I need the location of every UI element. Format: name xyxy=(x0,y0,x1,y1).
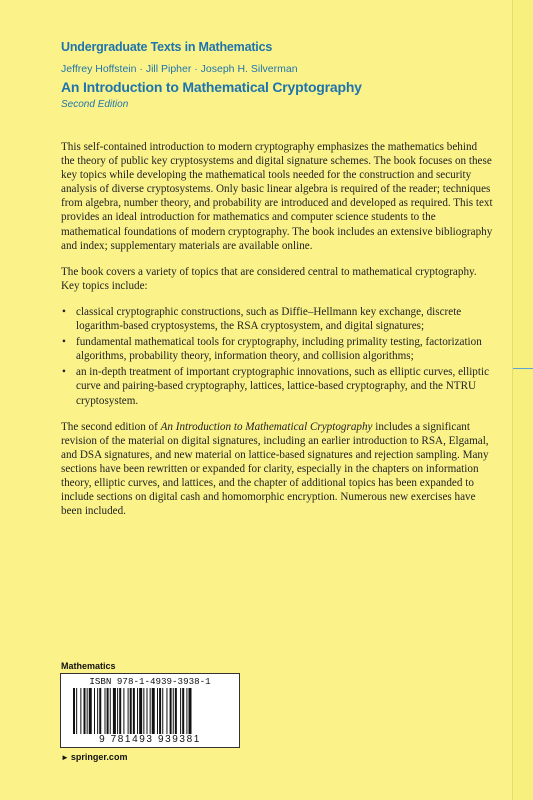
barcode-bars xyxy=(73,688,227,734)
barcode-bar xyxy=(186,688,187,734)
key-topics-list xyxy=(61,305,493,408)
barcode-bar xyxy=(147,688,148,734)
barcode-bar xyxy=(110,688,111,734)
barcode-bar xyxy=(73,688,75,734)
series-name: Undergraduate Texts in Mathematics xyxy=(61,40,273,54)
barcode-bar xyxy=(162,688,163,734)
barcode-bar xyxy=(117,688,118,734)
barcode-bar xyxy=(123,688,124,734)
barcode-bar xyxy=(143,688,144,734)
barcode-bar xyxy=(76,688,77,734)
barcode-bar xyxy=(133,688,135,734)
spine-edge xyxy=(512,0,533,800)
barcode-bar xyxy=(152,688,155,734)
book-title: An Introduction to Mathematical Cryptography xyxy=(61,79,362,95)
barcode-bar xyxy=(119,688,121,734)
barcode-bar xyxy=(159,688,161,734)
arrow-right-icon: ► xyxy=(61,753,69,762)
subject-category: Mathematics xyxy=(61,661,116,671)
barcode-bar xyxy=(113,688,116,734)
list-item: • classical cryptographic constructions, such as Diffie–Hellmann key exchange, discrete logarithm-based cryptosystems, the RSA cryptosystem, and digital signatures; xyxy=(62,305,462,333)
list-item: • an in-depth treatment of important cryptographic innovations, such as elliptic curves, elliptic curve and pairing-based cryptography, lattices, lattice-based cryptography, and the NTRU cryptosystem. xyxy=(62,366,490,407)
barcode-bar xyxy=(139,688,142,734)
barcode-bar xyxy=(84,688,86,734)
barcode-bar xyxy=(166,688,167,734)
barcode-bar xyxy=(99,688,101,734)
barcode-bar xyxy=(182,688,184,734)
list-item: • fundamental mathematical tools for cryptography, including primality testing, factorization algorithms, probability theory, information theory, and collision algorithms; xyxy=(62,336,482,363)
description-paragraph-2: The book covers a variety of topics that are considered central to mathematical cryptography. Key topics include: xyxy=(61,265,477,292)
barcode-bar xyxy=(175,688,177,734)
barcode-bar xyxy=(170,688,172,734)
barcode-bar xyxy=(94,688,95,734)
description-paragraph-3: The second edition of An Introduction to Mathematical Cryptography includes a significant revision of the material on digital signatures, including an earlier introduction to RSA, Elgamal, and DSA signatures, and new material on lattice-based signatures and rejection sampling. Many sections have been rewritten or expanded for clarity, especially in the chapters on information theory, elliptic curves, and lattices, and the chapter of additional topics has been expanded to include sections on digital cash and homomorphic encryption. Numerous new exercises have been included. xyxy=(61,420,489,518)
bullet-icon: • xyxy=(62,366,66,379)
description-paragraph-1: This self-contained introduction to modern cryptography emphasizes the mathematics behind the theory of public key cryptosystems and digital signature schemes. The book focuses on these key topics while developing the mathematical tools needed for the construction and security analysis of diverse cryptosystems. Only basic linear algebra is required of the reader; techniques from algebra, number theory, and probability are introduced and developed as required. This text provides an ideal introduction for mathematics and computer science students to the mathematical foundations of modern cryptography. The book includes an extensive bibliography and index; supplementary materials are available online. xyxy=(61,141,493,252)
barcode xyxy=(60,673,240,748)
barcode-bar xyxy=(137,688,138,734)
barcode-bar xyxy=(105,688,106,734)
barcode-bar xyxy=(150,688,151,734)
description xyxy=(61,140,493,530)
barcode-bar xyxy=(189,688,192,734)
barcode-bar xyxy=(89,688,92,734)
barcode-bar xyxy=(80,688,81,734)
barcode-bar xyxy=(97,688,98,734)
barcode-bar xyxy=(157,688,158,734)
barcode-bar xyxy=(107,688,109,734)
bullet-icon: • xyxy=(62,305,66,318)
barcode-bar xyxy=(173,688,174,734)
isbn-label: ISBN 978-1-4939-3938-1 xyxy=(89,676,211,687)
barcode-bar xyxy=(180,688,181,734)
barcode-bar xyxy=(128,688,129,734)
edition-label: Second Edition xyxy=(61,99,129,110)
bullet-icon: • xyxy=(62,336,66,349)
barcode-bar xyxy=(130,688,132,734)
barcode-bar xyxy=(87,688,88,734)
barcode-number: 9 781493 939381 xyxy=(99,734,201,745)
authors: Jeffrey Hoffstein · Jill Pipher · Joseph H. Silverman xyxy=(61,63,298,75)
publisher-link[interactable]: ► springer.com xyxy=(61,752,128,762)
book-title-italic: An Introduction to Mathematical Cryptography xyxy=(160,420,373,433)
